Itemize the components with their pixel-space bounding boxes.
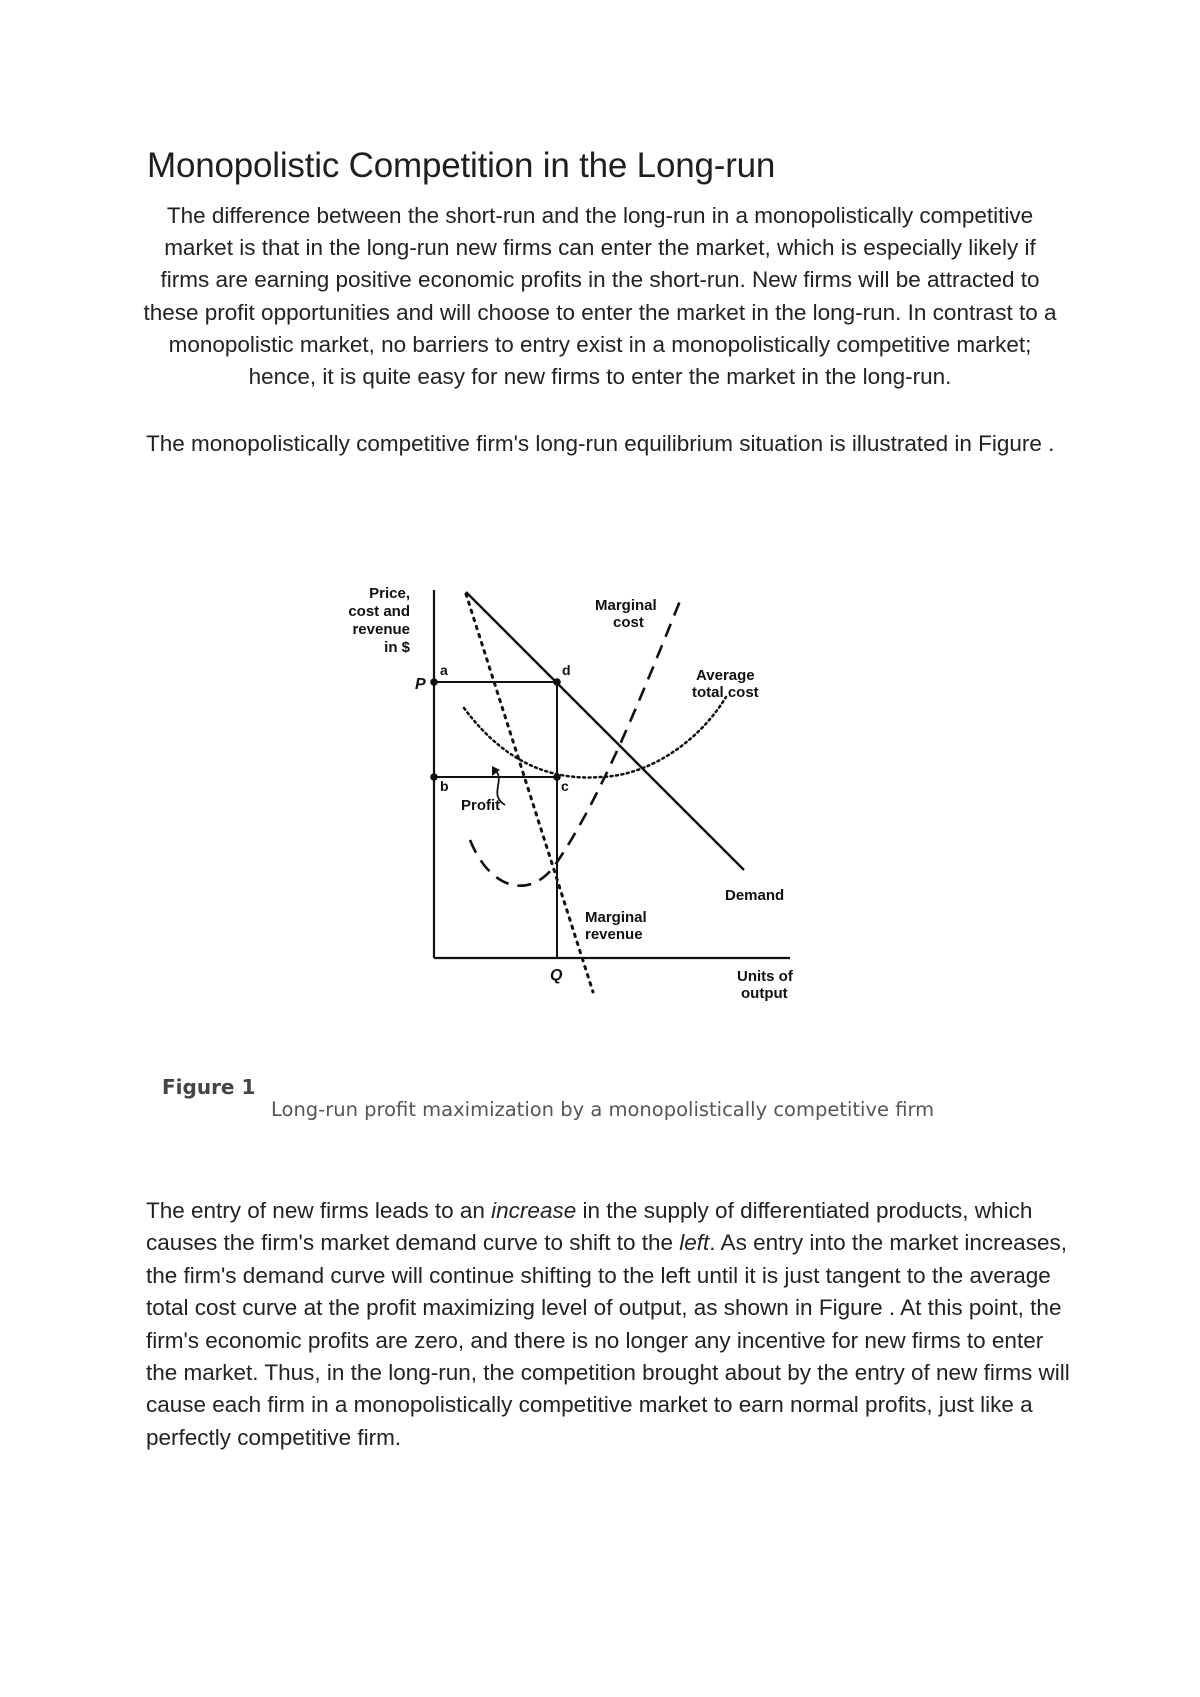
point-d-label: d <box>562 662 571 678</box>
equilibrium-sentence: The monopolistically competitive firm's long-run equilibrium situation is illustrated in Figure . <box>146 431 1055 456</box>
body-emphasis-increase: increase <box>491 1198 577 1223</box>
point-b-label: b <box>440 778 449 794</box>
profit-label: Profit <box>461 797 501 814</box>
point-c-label: c <box>561 778 569 794</box>
figure-caption-number: Figure 1 <box>162 1075 256 1099</box>
mc-label-line1: Marginal <box>595 597 657 614</box>
x-axis-label-line2: output <box>741 985 788 1002</box>
y-axis-label-line1: Price, <box>369 585 410 602</box>
point-a-dot <box>430 678 438 686</box>
body-text-part1: The entry of new firms leads to an <box>146 1198 492 1223</box>
body-emphasis-left: left <box>679 1230 710 1256</box>
demand-label: Demand <box>725 887 785 904</box>
long-run-equilibrium-figure <box>330 580 830 1010</box>
mr-label-line2: revenue <box>585 926 643 943</box>
demand-curve <box>466 592 744 870</box>
point-c-dot <box>553 773 561 781</box>
page-title: Monopolistic Competition in the Long-run <box>147 146 776 185</box>
x-axis-label-line1: Units of <box>737 968 793 985</box>
y-axis-label-line4: in $ <box>384 639 410 656</box>
q-label: Q <box>550 967 563 984</box>
body-text-part2: in the supply of differentiated products, which causes the firm's market demand curve to shift to the <box>146 1198 1033 1256</box>
mc-label-line2: cost <box>613 614 644 631</box>
economics-diagram <box>330 580 830 1010</box>
mr-label-line1: Marginal <box>585 909 647 926</box>
point-a-label: a <box>440 662 448 678</box>
body-paragraph <box>146 1195 1076 1454</box>
p-label: P <box>415 676 426 693</box>
point-b-dot <box>430 773 438 781</box>
y-axis-label-line3: revenue <box>352 621 410 638</box>
atc-label-line2: total cost <box>692 684 759 701</box>
y-axis-label-line2: cost and <box>348 603 410 620</box>
body-text-part3: . As entry into the market increases, the firm's demand curve will continue shifting to the left until it is just tangent to the average total cost curve at the profit maximizing level of output, as shown in Figure . At this point, the firm's economic profits are zero, and there is no longer any incentive for new firms to enter the market. Thus, in the long-run, the competition brought about by the entry of new firms will cause each firm in a monopolistically competitive market to earn normal profits, just like a perfectly competitive firm. <box>146 1230 1070 1450</box>
atc-label-line1: Average <box>696 667 755 684</box>
figure-caption-text: Long-run profit maximization by a monopolistically competitive firm <box>271 1098 935 1121</box>
marginal-cost-curve <box>470 596 682 886</box>
marginal-revenue-curve <box>466 594 593 992</box>
intro-paragraph: The difference between the short-run and the long-run in a monopolistically competitive market is that in the long-run new firms can enter the market, which is especially likely if firms are earning positive economic profits in the short-run. New firms will be attracted to these profit opportunities and will choose to enter the market in the long-run. In contrast to a monopolistic market, no barriers to entry exist in a monopolistically competitive market; hence, it is quite easy for new firms to enter the market in the long-run. <box>143 203 1057 390</box>
point-d-dot <box>553 678 561 686</box>
